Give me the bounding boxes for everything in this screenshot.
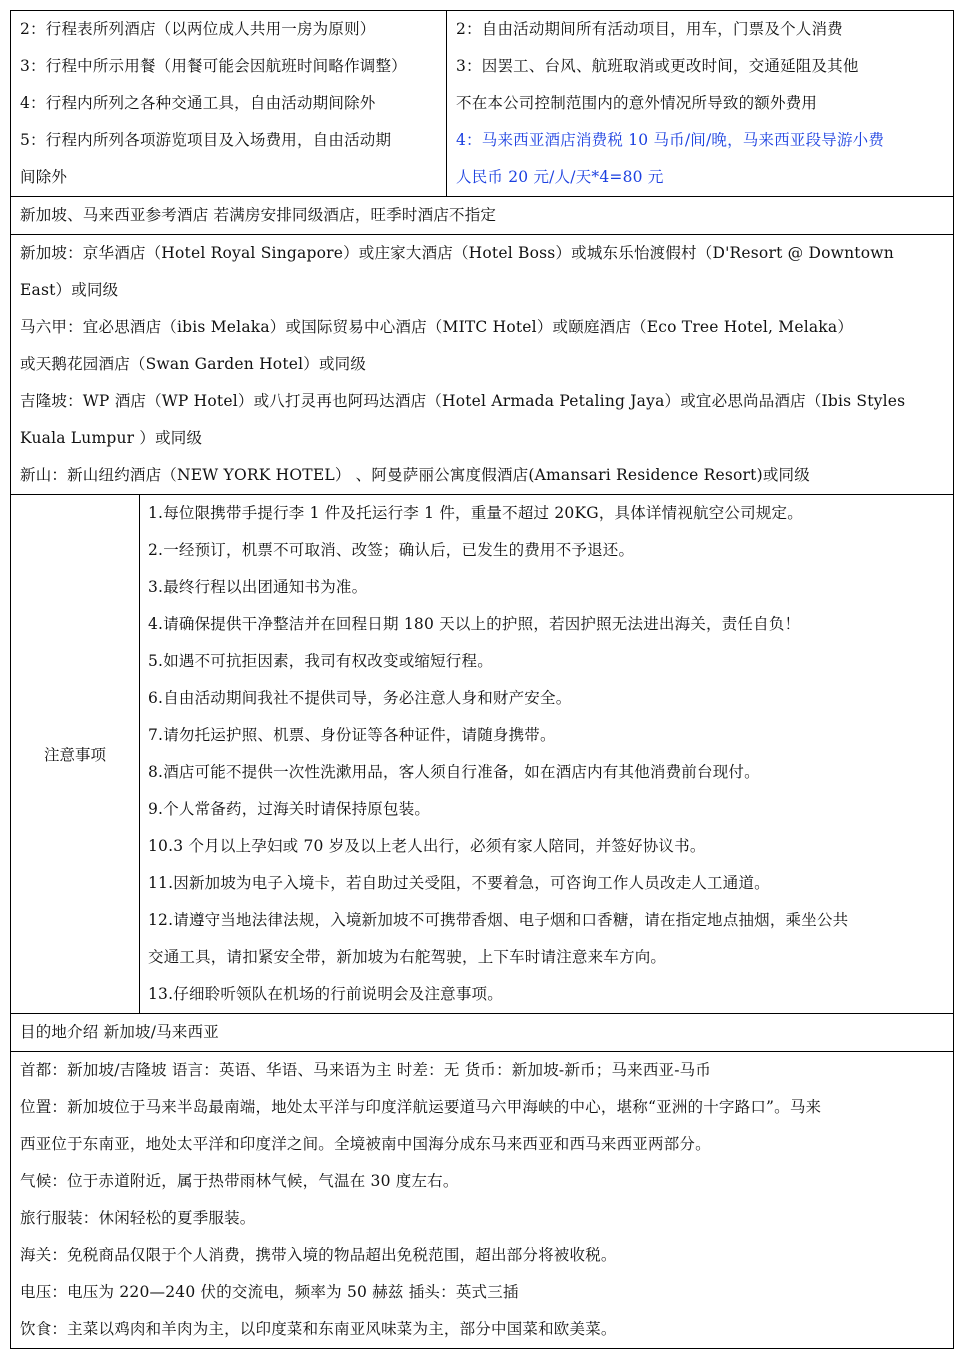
cost-included-line: 4：行程内所列之各种交通工具，自由活动期间除外 <box>20 94 376 112</box>
notice-item: 12.请遵守当地法律法规，入境新加坡不可携带香烟、电子烟和口香糖，请在指定地点抽烟，乘坐公共 <box>148 911 849 929</box>
cost-included-line: 3：行程中所示用餐（用餐可能会因航班时间略作调整） <box>20 57 407 75</box>
notice-item: 5.如遇不可抗拒因素，我司有权改变或缩短行程。 <box>148 652 493 670</box>
hotel-line: East）或同级 <box>20 281 119 299</box>
hotel-line: 新加坡：京华酒店（Hotel Royal Singapore）或庄家大酒店（Hotel Boss）或城东乐怡渡假村（D'Resort @ Downtown <box>20 244 894 262</box>
hotel-line: 或天鹅花园酒店（Swan Garden Hotel）或同级 <box>20 355 367 373</box>
cost-excluded-column <box>447 11 953 196</box>
cost-included-line: 2：行程表所列酒店（以两位成人共用一房为原则） <box>20 20 376 38</box>
notice-item: 11.因新加坡为电子入境卡，若自助过关受阻，不要着急，可咨询工作人员改走人工通道。 <box>148 874 770 892</box>
notice-item: 4.请确保提供干净整洁并在回程日期 180 天以上的护照，若因护照无法进出海关，责任自负！ <box>148 615 801 633</box>
destination-line: 饮食：主菜以鸡肉和羊肉为主，以印度菜和东南亚风味菜为主，部分中国菜和欧美菜。 <box>20 1320 617 1338</box>
cost-excluded-line-highlight: 人民币 20 元/人/天*4=80 元 <box>456 168 664 186</box>
notice-item: 13.仔细聆听领队在机场的行前说明会及注意事项。 <box>148 985 503 1003</box>
notice-item: 8.酒店可能不提供一次性洗漱用品，客人须自行准备，如在酒店内有其他消费前台现付。 <box>148 763 760 781</box>
destination-line: 西亚位于东南亚，地处太平洋和印度洋之间。全境被南中国海分成东马来西亚和西马来西亚两部分。 <box>20 1135 711 1153</box>
destination-line: 海关：免税商品仅限于个人消费，携带入境的物品超出免税范围，超出部分将被收税。 <box>20 1246 617 1264</box>
destination-details <box>10 1051 954 1349</box>
cost-excluded-line-highlight: 4：马来西亚酒店消费税 10 马币/间/晚，马来西亚段导游小费 <box>456 131 885 149</box>
destination-line: 首都：新加坡/吉隆坡 语言：英语、华语、马来语为主 时差：无 货币：新加坡-新币；马来西亚-马币 <box>20 1061 712 1079</box>
destination-line: 气候：位于赤道附近，属于热带雨林气候，气温在 30 度左右。 <box>20 1172 459 1190</box>
notice-item: 2.一经预订，机票不可取消、改签；确认后，已发生的费用不予退还。 <box>148 541 635 559</box>
notice-item: 9.个人常备药，过海关时请保持原包装。 <box>148 800 431 818</box>
destination-line: 电压：电压为 220—240 伏的交流电，频率为 50 赫兹 插头：英式三插 <box>20 1283 519 1301</box>
cost-excluded-line: 3：因罢工、台风、航班取消或更改时间，交通延阻及其他 <box>456 57 859 75</box>
destination-heading-row <box>10 1013 954 1051</box>
hotel-line: 新山：新山纽约酒店（NEW YORK HOTEL） 、阿曼萨丽公寓度假酒店(Amansari Residence Resort)或同级 <box>20 466 810 484</box>
notice-label: 注意事项 <box>11 495 140 1013</box>
destination-heading: 目的地介绍 新加坡/马来西亚 <box>20 1023 219 1041</box>
hotels-list <box>10 234 954 494</box>
cost-included-line: 5：行程内所列各项游览项目及入场费用，自由活动期 <box>20 131 392 149</box>
itinerary-document <box>10 10 954 1349</box>
cost-excluded-line: 不在本公司控制范围内的意外情况所导致的额外费用 <box>456 94 818 112</box>
notice-items <box>140 495 953 1013</box>
notice-item: 交通工具，请扣紧安全带，新加坡为右舵驾驶，上下车时请注意来车方向。 <box>148 948 667 966</box>
cost-included-line: 间除外 <box>20 168 68 186</box>
hotel-line: 马六甲：宜必思酒店（ibis Melaka）或国际贸易中心酒店（MITC Hotel）或颐庭酒店（Eco Tree Hotel, Melaka） <box>20 318 854 336</box>
hotels-heading-row <box>10 196 954 234</box>
notice-item: 7.请勿托运护照、机票、身份证等各种证件，请随身携带。 <box>148 726 556 744</box>
hotel-line: Kuala Lumpur ）或同级 <box>20 429 203 447</box>
cost-included-column <box>11 11 447 196</box>
destination-line: 旅行服装：休闲轻松的夏季服装。 <box>20 1209 256 1227</box>
notice-item: 3.最终行程以出团通知书为准。 <box>148 578 368 596</box>
hotels-heading: 新加坡、马来西亚参考酒店 若满房安排同级酒店，旺季时酒店不指定 <box>20 206 497 224</box>
cost-excluded-line: 2：自由活动期间所有活动项目，用车，门票及个人消费 <box>456 20 843 38</box>
notice-section <box>10 494 954 1013</box>
notice-item: 1.每位限携带手提行李 1 件及托运行李 1 件，重量不超过 20KG，具体详情视航空公司规定。 <box>148 504 803 522</box>
hotel-line: 吉隆坡：WP 酒店（WP Hotel）或八打灵再也阿玛达酒店（Hotel Armada Petaling Jaya）或宜必思尚品酒店（Ibis Styles <box>20 392 906 410</box>
notice-item: 10.3 个月以上孕妇或 70 岁及以上老人出行，必须有家人陪同，并签好协议书。 <box>148 837 706 855</box>
cost-table <box>10 10 954 196</box>
destination-line: 位置：新加坡位于马来半岛最南端，地处太平洋与印度洋航运要道马六甲海峡的中心，堪称“亚洲的十字路口”。马来 <box>20 1098 822 1116</box>
notice-item: 6.自由活动期间我社不提供司导，务必注意人身和财产安全。 <box>148 689 572 707</box>
